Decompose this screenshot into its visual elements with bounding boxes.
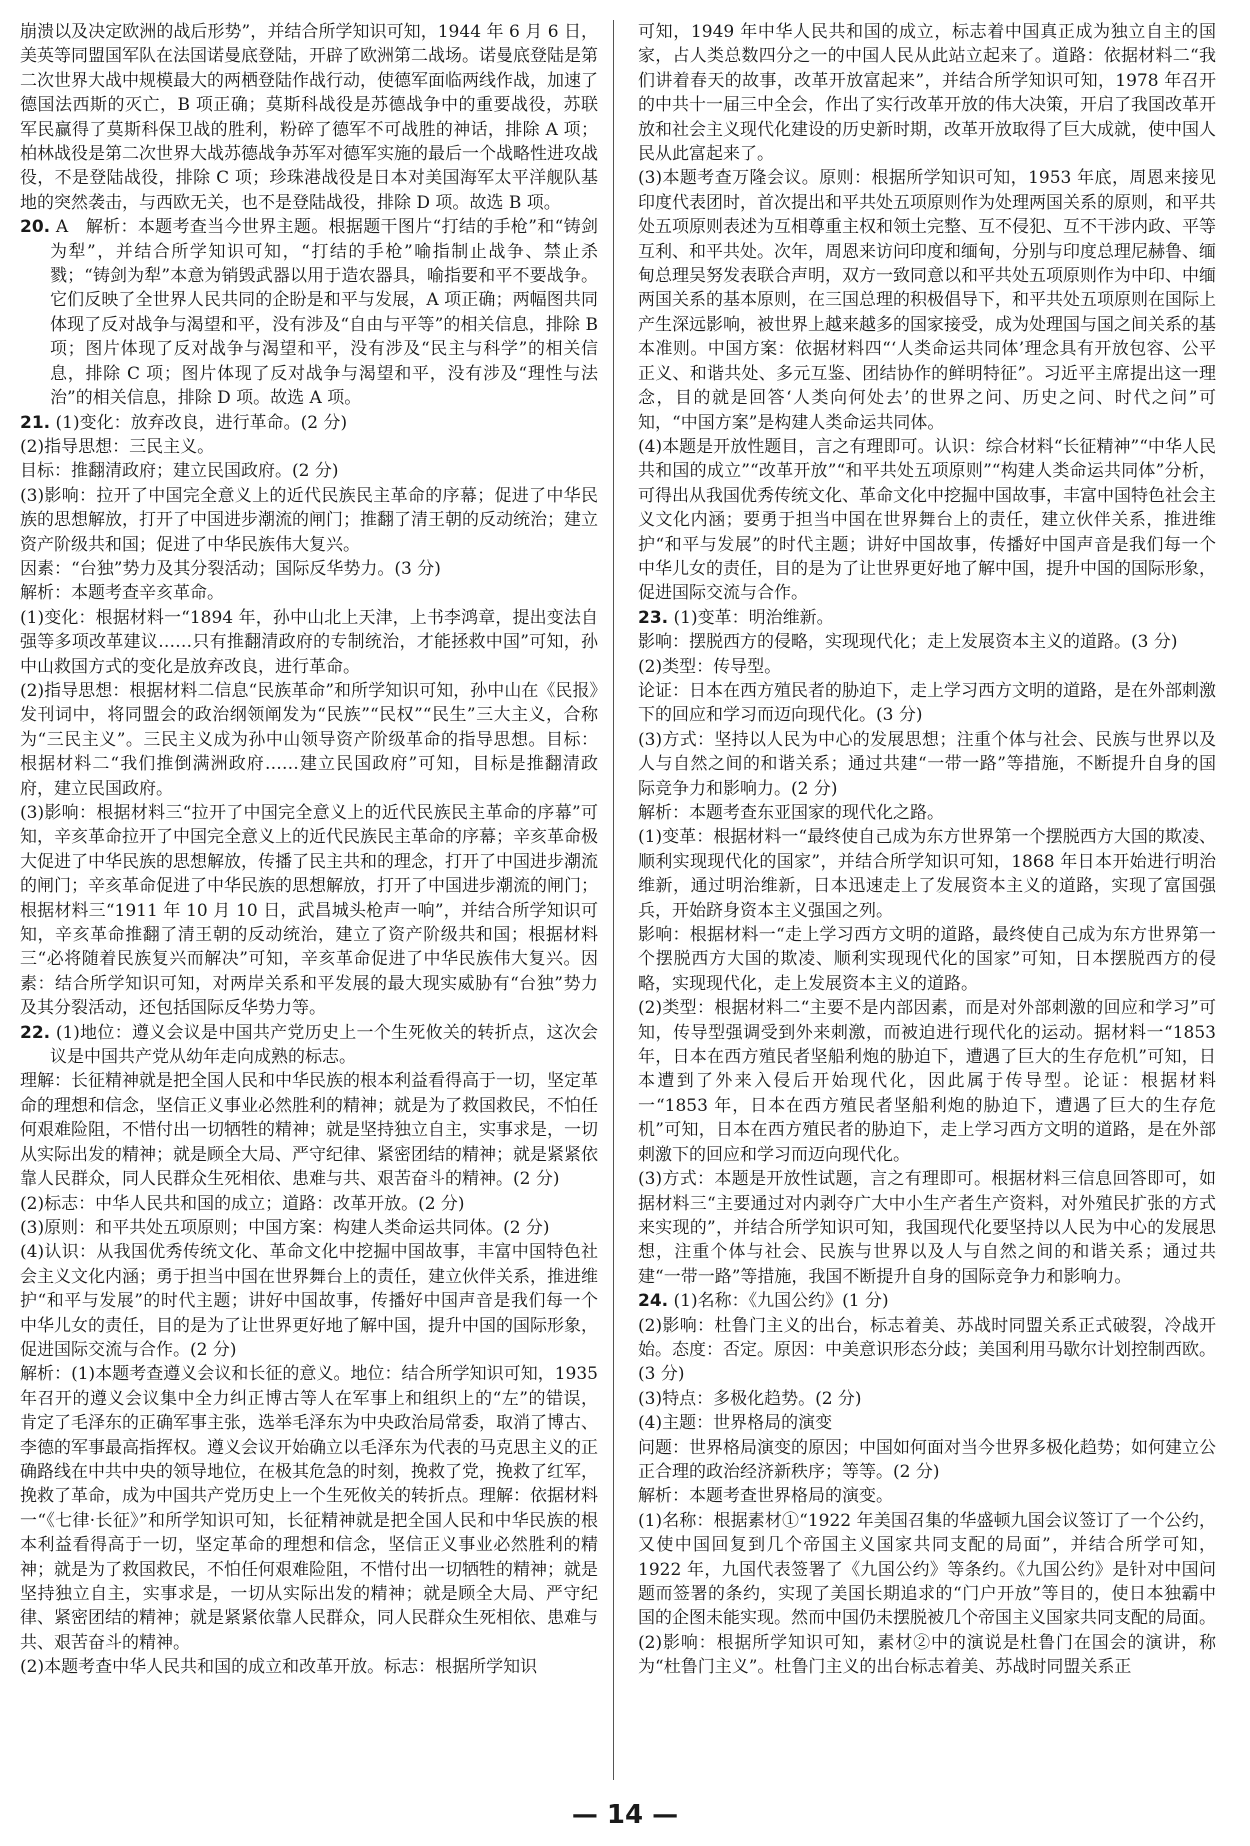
answer-subitem: (3)原则：和平共处五项原则；中国方案：构建人类命运共同体。(2 分) [20,1217,550,1238]
answer-subitem: 影响：摆脱西方的侵略，实现现代化；走上发展资本主义的道路。(3 分) [638,632,1178,653]
answer-subitem: (1)变革：根据材料一“最终使自己成为东方世界第一个摆脱西方大国的欺凌、顺利实现现代化的国家”，并结合所学知识可知，1868 年日本开始进行明治维新，通过明治维新，日本迅速走上了发展资本主义的道路，实现了富国强兵，开始跻身资本主义强国之列。 [638,827,1216,921]
answer-subitem: (3)影响：根据材料三“拉开了中国完全意义上的近代民族民主革命的序幕”可知，辛亥革命拉开了中国完全意义上的近代民族民主革命的序幕；辛亥革命极大促进了中华民族的思想解放，传播了民主共和的理念，打开了中国进步潮流的闸门；辛亥革命促进了中华民族的思想解放，打开了中国进步潮流的闸门；根据材料三“1911 年 10 月 10 日，武昌城头枪声一响”，并结合所学知识可知，辛亥革命推翻了清王朝的反动统治，建立了资产阶级共和国；根据材料三“必将随着民族复兴而解决”可知，辛亥革命促进了中华民族伟大复兴。因素：结合所学知识可知，对两岸关系和平发展的最大现实威胁有“台独”势力及其分裂活动，还包括国际反华势力等。 [20,803,598,1019]
answer-text: (1)变革：明治维新。 [673,607,834,628]
answer-subitem: (2)标志：中华人民共和国的成立；道路：改革开放。(2 分) [20,1193,465,1214]
answer-subitem: (2)指导思想：三民主义。 [20,436,215,457]
continued-text: 可知，1949 年中华人民共和国的成立，标志着中国真正成为独立自主的国家，占人类总数四分之一的中国人民从此站立起来了。道路：依据材料二“我们讲着春天的故事，改革开放富起来”，并结合所学知识可知，1978 年召开的中共十一届三中全会，作出了实行改革开放的伟大决策，开启了我国改革开放和社会主义现代化建设的历史新时期，改革开放取得了巨大成就，使中国人民从此富起来了。 [638,22,1216,165]
answer-subitem: (4)认识：从我国优秀传统文化、革命文化中挖掘中国故事，丰富中国特色社会主义文化内涵；勇于担当中国在世界舞台上的责任，建立伙伴关系，推进维护“和平与发展”的时代主题；讲好中国故事，传播好中国声音是我们每一个中华儿女的责任，目的是为了让世界更好地了解中国，提升中国的国际形象，促进国际交流与合作。(2 分) [20,1242,598,1360]
answer-subitem: (2)类型：传导型。 [638,656,782,677]
answer-subitem: (1)变化：根据材料一“1894 年，孙中山北上天津，上书李鸿章，提出变法自强等多项改革建议……只有推翻清政府的专制统治，才能拯救中国”可知，孙中山救国方式的变化是放弃改良，进行革命。 [20,607,598,677]
answer-text: (1)地位：遵义会议是中国共产党历史上一个生死攸关的转折点，这次会议是中国共产党从幼年走向成熟的标志。 [50,1022,598,1068]
answer-subitem: (2)影响：杜鲁门主义的出台，标志着美、苏战时同盟关系正式破裂，冷战开始。态度：否定。原因：中美意识形态分歧；美国利用马歇尔计划控制西欧。(3 分) [638,1315,1216,1385]
question-number: 22. [20,1022,51,1043]
continued-text: 崩溃以及决定欧洲的战后形势”，并结合所学知识可知，1944 年 6 月 6 日，美英等同盟国军队在法国诺曼底登陆，开辟了欧洲第二战场。诺曼底登陆是第二次世界大战中规模最大的两栖登陆作战行动，使德军面临两线作战，加速了德国法西斯的灭亡，B 项正确；莫斯科战役是苏德战争中的重要战役，苏联军民赢得了莫斯科保卫战的胜利，粉碎了德军不可战胜的神话，排除 A 项；柏林战役是第二次世界大战苏德战争苏军对德军实施的最后一个战略性进攻战役，不是登陆战役，排除 C 项；珍珠港战役是日本对美国海军太平洋舰队基地的突然袭击，与西欧无关，也不是登陆战役，排除 D 项。故选 B 项。 [20,22,598,213]
answer-subitem: (1)名称：根据素材①“1922 年美国召集的华盛顿九国会议签订了一个公约，又使中国回复到几个帝国主义国家共同支配的局面”，并结合所学可知，1922 年，九国代表签署了《九国公约》等条约。《九国公约》是针对中国问题而签署的条约，实现了美国长期追求的“门户开放”等目的，使日本独霸中国的企图未能实现。然而中国仍未摆脱被几个帝国主义国家共同支配的局面。 [638,1510,1216,1629]
answer-subitem: (3)特点：多极化趋势。(2 分) [638,1388,862,1409]
question-answer [638,1289,1216,1313]
answer-subitem: (2)类型：根据材料二“主要不是内部因素，而是对外部刺激的回应和学习”可知，传导型强调受到外来刺激，而被迫进行现代化的运动。据材料一“1853 年，日本在西方殖民者坚船利炮的胁迫下，遭遇了巨大的生存危机”可知，日本遭到了外来入侵后开始现代化，因此属于传导型。论证：根据材料一“1853 年，日本在西方殖民者坚船利炮的胁迫下，遭遇了巨大的生存危机”可知，日本在西方殖民者的胁迫下，走上学习西方文明的道路，是在外部刺激下的回应和学习而迈向现代化。 [638,998,1216,1165]
answer-subitem: (4)本题是开放性题目，言之有理即可。认识：综合材料“长征精神”“中华人民共和国的成立”“改革开放”“和平共处五项原则”“构建人类命运共同体”分析，可得出从我国优秀传统文化、革命文化中挖掘中国故事，丰富中国特色社会主义文化内涵；要勇于担当中国在世界舞台上的责任，建立伙伴关系，推进维护“和平与发展”的时代主题；讲好中国故事，传播好中国声音是我们每一个中华儿女的责任，目的是为了让世界更好地了解中国，提升中国的国际形象，促进国际交流与合作。 [638,436,1216,604]
question-answer [20,215,598,410]
left-column [20,20,598,1680]
answer-subitem: 论证：日本在西方殖民者的胁迫下，走上学习西方文明的道路，是在外部刺激下的回应和学习而迈向现代化。(3 分) [638,680,1216,726]
answer-subitem: (2)指导思想：根据材料二信息“民族革命”和所学知识可知，孙中山在《民报》发刊词中，将同盟会的政治纲领阐发为“民族”“民权”“民生”三大主义，合称为“三民主义”。三民主义成为孙中山领导资产阶级革命的指导思想。目标：根据材料二“我们推倒满洲政府……建立民国政府”可知，目标是推翻清政府，建立民国政府。 [20,680,598,799]
answer-subitem: (2)影响：根据所学知识可知，素材②中的演说是杜鲁门在国会的演讲，称为“杜鲁门主义”。杜鲁门主义的出台标志着美、苏战时同盟关系正 [638,1632,1216,1678]
question-number: 20. [20,217,51,238]
question-answer [20,1021,598,1070]
question-number: 24. [638,1291,669,1312]
answer-subitem: 因素：“台独”势力及其分裂活动；国际反华势力。(3 分) [20,558,441,579]
answer-subitem: 目标：推翻清政府；建立民国政府。(2 分) [20,461,339,482]
answer-text: (1)名称：《九国公约》(1 分) [673,1291,889,1312]
answer-subitem: (2)本题考查中华人民共和国的成立和改革开放。标志：根据所学知识 [20,1657,538,1678]
answer-subitem: (3)方式：本题是开放性试题，言之有理即可。根据材料三信息回答即可，如据材料三“主要通过对内剥夺广大中小生产者生产资料，对外殖民扩张的方式来实现的”，并结合所学知识可知，我国现代化要坚持以人民为中心的发展思想，注重个体与社会、民族与世界以及人与自然之间的和谐关系；通过共建“一带一路”等措施，我国不断提升自身的国际竞争力和影响力。 [638,1169,1216,1287]
question-number: 21. [20,412,51,433]
question-answer [638,606,1216,630]
answer-subitem: (4)主题：世界格局的演变 [638,1413,833,1434]
answer-subitem: 解析：本题考查东亚国家的现代化之路。 [638,803,944,823]
right-column [638,20,1216,1680]
answer-text: A 解析：本题考查当今世界主题。根据题干图片“打结的手枪”和“铸剑为犁”，并结合所学知识可知，“打结的手枪”喻指制止战争、禁止杀戮；“铸剑为犁”本意为销毁武器以用于造农器具，喻指要和平不要战争。它们反映了全世界人民共同的企盼是和平与发展，A 项正确；两幅图共同体现了反对战争与渴望和平，没有涉及“自由与平等”的相关信息，排除 B 项；图片体现了反对战争与渴望和平，没有涉及“民主与科学”的相关信息，排除 C 项；图片体现了反对战争与渴望和平，没有涉及“理性与法治”的相关信息，排除 D 项。故选 A 项。 [50,217,598,409]
answer-subitem: (3)方式：坚持以人民为中心的发展思想；注重个体与社会、民族与世界以及人与自然之间的和谐关系；通过共建“一带一路”等措施，不断提升自身的国际竞争力和影响力。(2 分) [638,729,1216,799]
answer-subitem: (3)影响：拉开了中国完全意义上的近代民族民主革命的序幕；促进了中华民族的思想解放，打开了中国进步潮流的闸门；推翻了清王朝的反动统治；建立资产阶级共和国；促进了中华民族伟大复兴。 [20,485,598,555]
answer-subitem: 影响：根据材料一“走上学习西方文明的道路，最终使自己成为东方世界第一个摆脱西方大国的欺凌、顺利实现现代化的国家”可知，日本摆脱西方的侵略，实现现代化，走上发展资本主义的道路。 [638,925,1216,994]
column-divider [613,20,614,1780]
question-number: 23. [638,607,669,628]
answer-subitem: 解析：(1)本题考查遵义会议和长征的意义。地位：结合所学知识可知，1935 年召开的遵义会议集中全力纠正博古等人在军事上和组织上的“左”的错误，肯定了毛泽东的正确军事主张，选举毛泽东为中央政治局常委，取消了博古、李德的军事最高指挥权。遵义会议开始确立以毛泽东为代表的马克思主义的正确路线在中共中央的领导地位，在极其危急的时刻，挽救了党，挽救了红军，挽救了革命，成为中国共产党历史上一个生死攸关的转折点。理解：依据材料一“《七律·长征》”和所学知识可知，长征精神就是把全国人民和中华民族的根本利益看得高于一切，坚定革命的理想和信念，坚信正义事业必然胜利的精神；就是为了救国救民，不怕任何艰难险阻，不惜付出一切牺牲的精神；就是坚持独立自主，实事求是，一切从实际出发的精神；就是顾全大局、严守纪律、紧密团结的精神；就是紧紧依靠人民群众，同人民群众生死相依、患难与共、艰苦奋斗的精神。 [20,1364,598,1653]
answer-subitem: (3)本题考查万隆会议。原则：根据所学知识可知，1953 年底，周恩来接见印度代表团时，首次提出和平共处五项原则作为处理两国关系的原则，和平共处五项原则表述为互相尊重主权和领土完整、互不侵犯、互不干涉内政、平等互利、和平共处。次年，周恩来访问印度和缅甸，分别与印度总理尼赫鲁、缅甸总理吴努发表联合声明，双方一致同意以和平共处五项原则作为中印、中缅两国关系的基本原则，在三国总理的积极倡导下，和平共处五项原则在国际上产生深远影响，被世界上越来越多的国家接受，成为处理国与国之间关系的基本准则。中国方案：依据材料四“‘人类命运共同体’理念具有开放包容、公平正义、和谐共处、多元互鉴、团结协作的鲜明特征”。习近平主席提出这一理念，目的就是回答‘人类向何处去’的世界之问、历史之问、时代之问”可知，“中国方案”是构建人类命运共同体。 [638,168,1216,433]
page-number: — 14 — [571,1800,679,1830]
answer-text: (1)变化：放弃改良，进行革命。(2 分) [55,412,348,433]
answer-subitem: 理解：长征精神就是把全国人民和中华民族的根本利益看得高于一切，坚定革命的理想和信念，坚信正义事业必然胜利的精神；就是为了救国救民，不怕任何艰难险阻，不惜付出一切牺牲的精神；就是坚持独立自主，实事求是，一切从实际出发的精神；就是顾全大局、严守纪律、紧密团结的精神；就是紧紧依靠人民群众，同人民群众生死相依、患难与共、艰苦奋斗的精神。(2 分) [20,1071,598,1190]
question-answer [20,411,598,435]
answer-subitem: 解析：本题考查辛亥革命。 [20,583,224,604]
answer-subitem: 问题：世界格局演变的原因；中国如何面对当今世界多极化趋势；如何建立公正合理的政治经济新秩序；等等。(2 分) [638,1437,1216,1482]
answer-subitem: 解析：本题考查世界格局的演变。 [638,1486,893,1507]
